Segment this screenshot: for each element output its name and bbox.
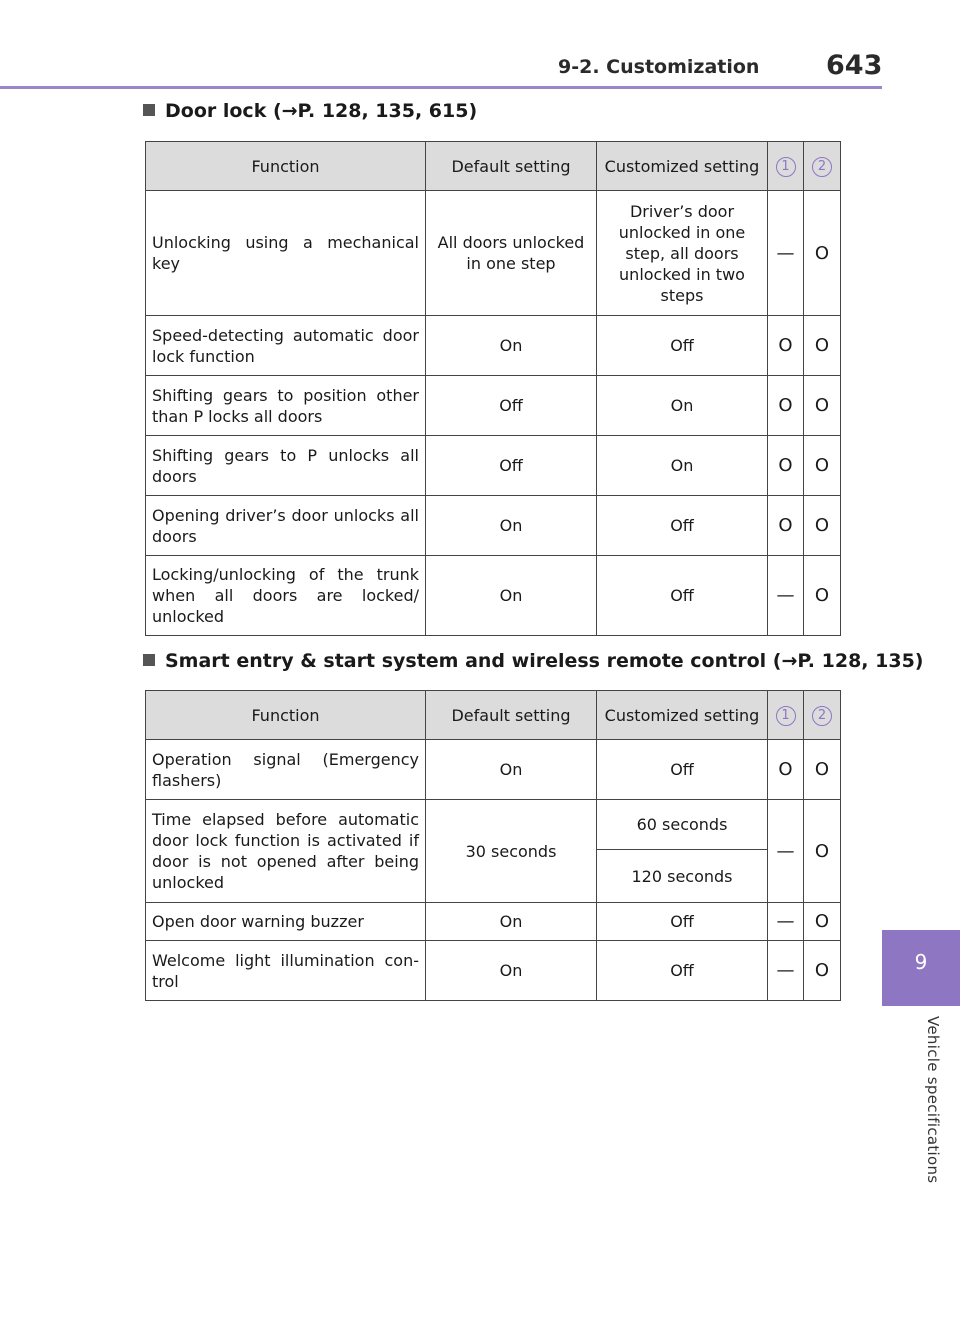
circled-1-icon: 1 bbox=[776, 157, 796, 177]
page-header-section: 9-2. Customization bbox=[558, 56, 760, 78]
cell-mark-1: O bbox=[768, 376, 804, 436]
cell-mark-2: O bbox=[804, 941, 841, 1001]
header-mark-2 bbox=[804, 691, 841, 740]
cell-mark-1: — bbox=[768, 903, 804, 941]
table-row bbox=[146, 376, 841, 436]
cell-function: Speed-detecting automatic door lock function bbox=[146, 316, 426, 376]
circled-2-icon: 2 bbox=[812, 157, 832, 177]
table-row bbox=[146, 903, 841, 941]
header-mark-2 bbox=[804, 142, 841, 191]
table-row bbox=[146, 496, 841, 556]
cell-customized: Off bbox=[597, 496, 768, 556]
header-customized: Customized setting bbox=[597, 691, 768, 740]
door-lock-table bbox=[145, 141, 841, 636]
cell-default: On bbox=[426, 941, 597, 1001]
cell-mark-2: O bbox=[804, 436, 841, 496]
cell-default: On bbox=[426, 556, 597, 636]
heading-bullet bbox=[143, 654, 155, 666]
cell-function: Open door warning buzzer bbox=[146, 903, 426, 941]
cell-mark-2: O bbox=[804, 496, 841, 556]
cell-customized: Off bbox=[597, 316, 768, 376]
header-function: Function bbox=[146, 691, 426, 740]
section-heading-text: Smart entry & start system and wireless remote control (→P. 128, 135) bbox=[165, 650, 924, 672]
cell-customized: Driver’s door unlocked in one step, all doors unlocked in two steps bbox=[597, 191, 768, 316]
cell-default: All doors unlocked in one step bbox=[426, 191, 597, 316]
cell-function: Opening driver’s door unlocks all doors bbox=[146, 496, 426, 556]
cell-customized: On bbox=[597, 376, 768, 436]
cell-mark-2: O bbox=[804, 800, 841, 903]
cell-mark-2: O bbox=[804, 740, 841, 800]
header-mark-1 bbox=[768, 691, 804, 740]
page-number: 643 bbox=[826, 50, 883, 81]
cell-default: On bbox=[426, 316, 597, 376]
table-row bbox=[146, 941, 841, 1001]
circled-2-icon: 2 bbox=[812, 706, 832, 726]
header-default: Default setting bbox=[426, 142, 597, 191]
table-row bbox=[146, 436, 841, 496]
cell-function: Welcome light illumination con- trol bbox=[146, 941, 426, 1001]
cell-mark-2: O bbox=[804, 556, 841, 636]
cell-mark-2: O bbox=[804, 903, 841, 941]
cell-function: Shifting gears to P unlocks all doors bbox=[146, 436, 426, 496]
cell-default: On bbox=[426, 740, 597, 800]
cell-customized: Off bbox=[597, 740, 768, 800]
cell-mark-2: O bbox=[804, 316, 841, 376]
cell-default: Off bbox=[426, 436, 597, 496]
cell-mark-1: O bbox=[768, 436, 804, 496]
cell-function: Time elapsed before automatic door lock function is activated if door is not opened after being unlocked bbox=[146, 800, 426, 903]
cell-mark-1: — bbox=[768, 800, 804, 903]
table-row bbox=[146, 740, 841, 800]
table-header-row bbox=[146, 142, 841, 191]
cell-mark-1: O bbox=[768, 496, 804, 556]
cell-mark-1: — bbox=[768, 191, 804, 316]
cell-function: Shifting gears to position other than P locks all doors bbox=[146, 376, 426, 436]
table-row bbox=[146, 556, 841, 636]
cell-mark-1: — bbox=[768, 941, 804, 1001]
table-header-row bbox=[146, 691, 841, 740]
table-row bbox=[146, 316, 841, 376]
cell-function: Unlocking using a mechanical key bbox=[146, 191, 426, 316]
cell-customized: On bbox=[597, 436, 768, 496]
cell-mark-2: O bbox=[804, 191, 841, 316]
header-rule bbox=[0, 86, 882, 89]
header-default: Default setting bbox=[426, 691, 597, 740]
cell-customized: Off bbox=[597, 556, 768, 636]
chapter-number-box: 9 bbox=[882, 930, 960, 1006]
header-function: Function bbox=[146, 142, 426, 191]
cell-customized: Off bbox=[597, 941, 768, 1001]
cell-default: On bbox=[426, 496, 597, 556]
section-heading-door-lock bbox=[143, 100, 477, 122]
cell-customized: 60 seconds bbox=[597, 800, 768, 850]
cell-customized: Off bbox=[597, 903, 768, 941]
section-heading-text: Door lock (→P. 128, 135, 615) bbox=[165, 100, 478, 122]
smart-entry-table bbox=[145, 690, 841, 1001]
heading-bullet bbox=[143, 104, 155, 116]
circled-1-icon: 1 bbox=[776, 706, 796, 726]
cell-customized: 120 seconds bbox=[597, 850, 768, 903]
cell-function: Operation signal (Emergency flashers) bbox=[146, 740, 426, 800]
section-heading-smart-entry bbox=[143, 650, 923, 672]
table-row bbox=[146, 800, 841, 850]
cell-default: Off bbox=[426, 376, 597, 436]
cell-mark-1: — bbox=[768, 556, 804, 636]
cell-default: 30 seconds bbox=[426, 800, 597, 903]
cell-default: On bbox=[426, 903, 597, 941]
chapter-title-vertical: Vehicle specifications bbox=[924, 1016, 942, 1184]
cell-mark-1: O bbox=[768, 316, 804, 376]
cell-mark-2: O bbox=[804, 376, 841, 436]
header-mark-1 bbox=[768, 142, 804, 191]
table-row bbox=[146, 191, 841, 316]
cell-function: Locking/unlocking of the trunk when all doors are locked/ unlocked bbox=[146, 556, 426, 636]
cell-mark-1: O bbox=[768, 740, 804, 800]
header-customized: Customized setting bbox=[597, 142, 768, 191]
